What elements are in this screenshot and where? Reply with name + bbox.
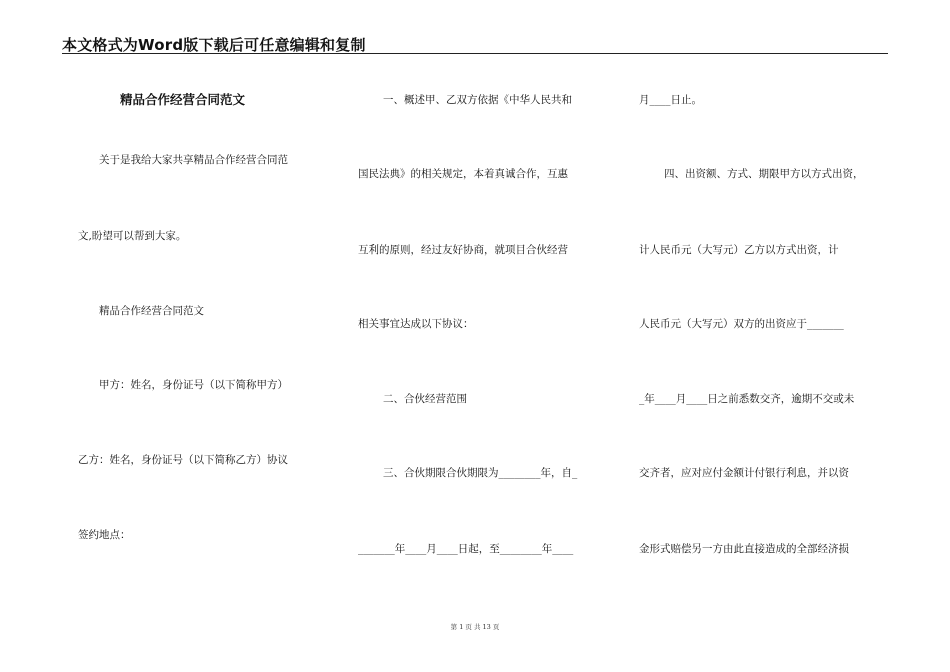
- text-line: 甲方：姓名，身份证号（以下简称甲方）: [99, 379, 288, 391]
- text-line: 月____日止。: [639, 94, 702, 106]
- text-line: 文,盼望可以帮到大家。: [78, 230, 187, 242]
- text-line: 三、合伙期限合伙期限为________年，自_: [383, 467, 578, 479]
- text-line: 计人民币元（大写元）乙方以方式出资，计: [639, 244, 839, 256]
- text-line: 二、合伙经营范围: [383, 393, 467, 405]
- text-line: 精品合作经营合同范文: [99, 305, 204, 317]
- text-line: 关于是我给大家共享精品合作经营合同范: [99, 154, 288, 166]
- text-line: 国民法典》的相关规定，本着真诚合作，互惠: [358, 168, 568, 180]
- text-line: 乙方：姓名，身份证号（以下简称乙方）协议: [78, 454, 288, 466]
- text-line: 金形式赔偿另一方由此直接造成的全部经济损: [639, 543, 849, 555]
- text-line: _______年____月____日起，至________年____: [358, 543, 574, 555]
- text-line: 交齐者，应对应付金额计付银行利息，并以资: [639, 467, 849, 479]
- header-divider: [62, 53, 888, 54]
- text-line: 签约地点：: [78, 529, 131, 541]
- text-line: _年____月____日之前悉数交齐，逾期不交或未: [639, 393, 855, 405]
- text-line: 互利的原则，经过友好协商，就项目合伙经营: [358, 244, 568, 256]
- text-line: 一、概述甲、乙双方依据《中华人民共和: [383, 94, 572, 106]
- document-title: 精品合作经营合同范文: [120, 92, 246, 107]
- download-notice-banner: 本文格式为Word版下载后可任意编辑和复制: [62, 36, 366, 54]
- text-line: 相关事宜达成以下协议：: [358, 318, 474, 330]
- page-number: 第 1 页 共 13 页: [450, 623, 500, 631]
- text-line: 四、出资额、方式、期限甲方以方式出资，: [664, 168, 864, 180]
- text-line: 人民币元（大写元）双方的出资应于_______: [639, 318, 844, 330]
